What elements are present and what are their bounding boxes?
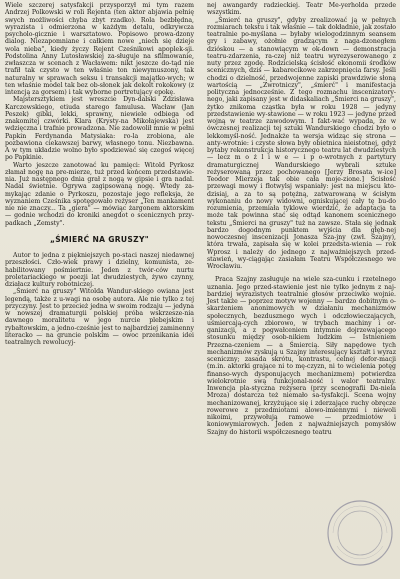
paragraph: Warto jeszcze zanotować ku pamięci: Witold Pyrkosz złamał nogę na pre-mierze, tuż przed końcem przedstawie-nia. Już następnego dnia grał z nogą w gipsie i gra nadal. Nadal świetnie. Ogrywa zagipsowaną nogę. Wtedy za-mykając zdanie o Pyrkoszu, pozostaje jego refleksja, że wyznaniem Cześnika spotęgowało reżyser „Ten mankament nie nie znaczy... Ta „giera" — mówiąc żargonem aktorskim — godnie wchodzi do kroniki anegdot o scenicznych przy-padkach „Zemsty". bbox=[5, 161, 194, 227]
left-column bbox=[5, 2, 194, 346]
paragraph: Autor to jedna z piękniejszych po-staci naszej niedawnej przeszłości. Czło-wiek prawy i dzielny, komunista, ze-habilitowany pośmiertnie. Jeden z twór-ców nurtu proletariackiego w poezji lat dwudziestych, żywo czynny, działacz kultury robotniczej. bbox=[5, 252, 194, 288]
paragraph: Praca Szajny zasługuje na wiele sza-cunku i rzetelnego uznania. Jego przed-stawienie jest nie tylko jednym z naj-bardziej wyrazistych teatralnie głosów przeciwko wojnie. Jest także — poprzez motyw wojenny — bardzo dobitnym o-skarżeniem anonimowych w działaniu mechanizmów społecznych, bezdusznego wych i odczłowieczających, uśmiercają-cych zbiorowo, w trybach machiny i or-ganizacji, a z pogwałceniem intymnie dojrzewającego stosunku między osob-nikiem ludzkim — Istnieniem Przezna-czeniem — a Śmiercią. Siły napędowe tych mechanizmów zyskują u Szajny interesujący kształt i wyraz sceniczny; zasada skrótu, kontrastu, celnej defor-macji (m.in. aktorki grające ni to mę-czyzn, ni to wcielenia potęg finanso-wych dysponujących mechanizmem) potwierdza wielokrotnie swą funkcjonal-ność i walor teatralny. Inwencja pla-styczna reżysera (przy scenografii Da-niela Mroza) dostarcza też niemało sa-tysfakcji. Scena wojny mechanizowanej, krzyżujące się i zderzające ruchy obręcze rowerowe z przedmiotami alowo-imiennymi i niewoli nikoimi, przywołują ramowe — przedmiotów i koniowymiarowych. Jeden z najważniejszych pomysłów Szajny do historii współczesnego teatru bbox=[207, 276, 396, 436]
paragraph: „Śmierć na gruszy", gdyby zrealizować ją w pełnych rozmiarach tekstu i tak właśnie — tak dokładnie, jak zostało teatralnie po-myślana — byłaby wielogodzinnym seansem gry i zabawy, ożołnie gradzącym z naga-dzonegłem dzióskou — a stanowiącym w ok-down — demonstracja teatru-zdarzenia, ra-czej niż teatru wyrezyserowanego z nuty przez zgodę. Rodzicielską ścisłość ekonomii środków scenicznych, dziś — kabarecikowe zakrzepnięcia farsy. Jeśli chodzi o dzielność, przedwojenne zapiski prawdziwie słoną wartością — „Zwrotniczy", „śmierć" i manifestacja polityczna jednocześnie. Z tego rozmachu inscenizatory-nego, jaki zapisany jest w didaskaliach „Śmierci na gruszy", żytko znikoma cząstka była w roku 1928 — jedyny przedstawienie wy-stawione — w roku 1923 — jedyne przed wojną w teatrze zawodowym. I fakt-wać wypada, że w ówczesnej realizacji tej sztuki Wandurskiego chodzi było o lekkomyśl-ność. Jednakże ta wersja widząc się strona — anty-wrotnie: i czyste słowa były obietnica nieistotnej, gdyż bytaby rekonstrukcja historycznego teatru lat dwudziestych — lecz m o ż l i w e — i p o-wrotnych z partytury dramaturgicznej Wandurskiego wybrali sztuke reżyserowaną przez pochowanego [Jerzy Brosata w-ice] Teodor Mierzeja tak obie cała moje-zione.] Ścisłość przewagi mowy i fłotwylsj wspaniały: jest na miejscu kto-dzisiaj, a za to są potężną, zatwarowaną w ścisłym wykonaniu do nowy widowni, ogniskującej cały tę bu-do rozumienia, przemiała tyklowe wierdzić, że adaptacja ta może tak powinna stać się odtąd kanonem scenicznego tekstu „Śmierci na gruszy" tuż na zawsze. Stała się jednak bardzo dogodnym punktem wyjścia dla głęb-nej nowoczesnej inscenizacji Jonasza Sza-jny (zwł. Szajny), która trwała, zapisała się w kolei przedsta-wienia — rok Wprosz i należy do jednego z najważniejszych przed-stawień, wy-ciągając zasiałam Teatru Współczesnego we Wrocławiu. bbox=[207, 16, 396, 270]
paragraph: Majstersztykiem jest wreszcie Dyn-dalski Zdzisława Karczewskiego, etiuda starego famulusa. Wacław (Jan Peszek) gibki, lekki, sprawny, niewiele odbiega od znakomitej czwórki. Klara (Krysty-na Mikołajewska) jest wdzięczna i trafnie prowadzona. Nie zadowolił mnie w pełni Papkin Ferdynanda Matysiaka: ro-la zrobiona, ale pozbawiona ciekawszej barwy, własnego tonu. Niezbawna. A w tym układzie wolno było spodziewać się czegoś więcej po Papkinie. bbox=[5, 96, 194, 162]
paragraph: Wiele szczerej satysfakcji przysporzył mi tym razem Andrzej Polkowski w roli Rejenta (ten aktor abjawia pełnię swych możliwości chyba zbyt rzadko). Rola bezbłędna, wyrazista i odmierzona w każdym detalu, odkrywcza psycholo-gicznie i warsztatowo. Popisowo prowa-dzony dialog. Niezapomniane i całkiem nowe „niech się dzieje wola nieba", kiedy życzy Rejent Cześnikowi apoplek-sji. Podstolina Anny Lutosławskiej za-sługuje na sfilmowanie, zwłaszcza w scenach z Wacławem: nikt jeszcze do-tąd nie trafił tak czysto w ten właśnie ton niewymuszony, tak naturalny w sprawach seksu i transakcji majątko-wych; w ten właśnie model tak bez ob-słonek jak dekolt rokokowy (z intencją za gorsem) i tak wyborne portretujący epokę. bbox=[5, 2, 194, 96]
right-column bbox=[207, 2, 396, 436]
section-heading: „ŚMIERĆ NA GRUSZY" bbox=[49, 234, 150, 244]
paragraph: „Śmierć na gruszy" Witolda Wandur-skiego owiana jest legendą, także z u-wagi na osobę autora. Ale nie tylko z tej przyczyny. Jest to przecież jedna w swoim rodzaju — jedyna w nowszej dramaturgii polskiej próba wskrzesze-nia dawnego moralitetu w jego nurcie plebejskim i rybałtowskim, a jedno-cześnie jest to najbardziej zaminenny literacko — na gruncie polskim — owoc przenikania idei teatralnych rewolucyj- bbox=[5, 288, 194, 346]
paragraph: nej awangardy radzieckiej. Teatr Me-yerholda przede wszystkim. bbox=[207, 2, 396, 17]
library-stamp-icon bbox=[325, 498, 395, 568]
